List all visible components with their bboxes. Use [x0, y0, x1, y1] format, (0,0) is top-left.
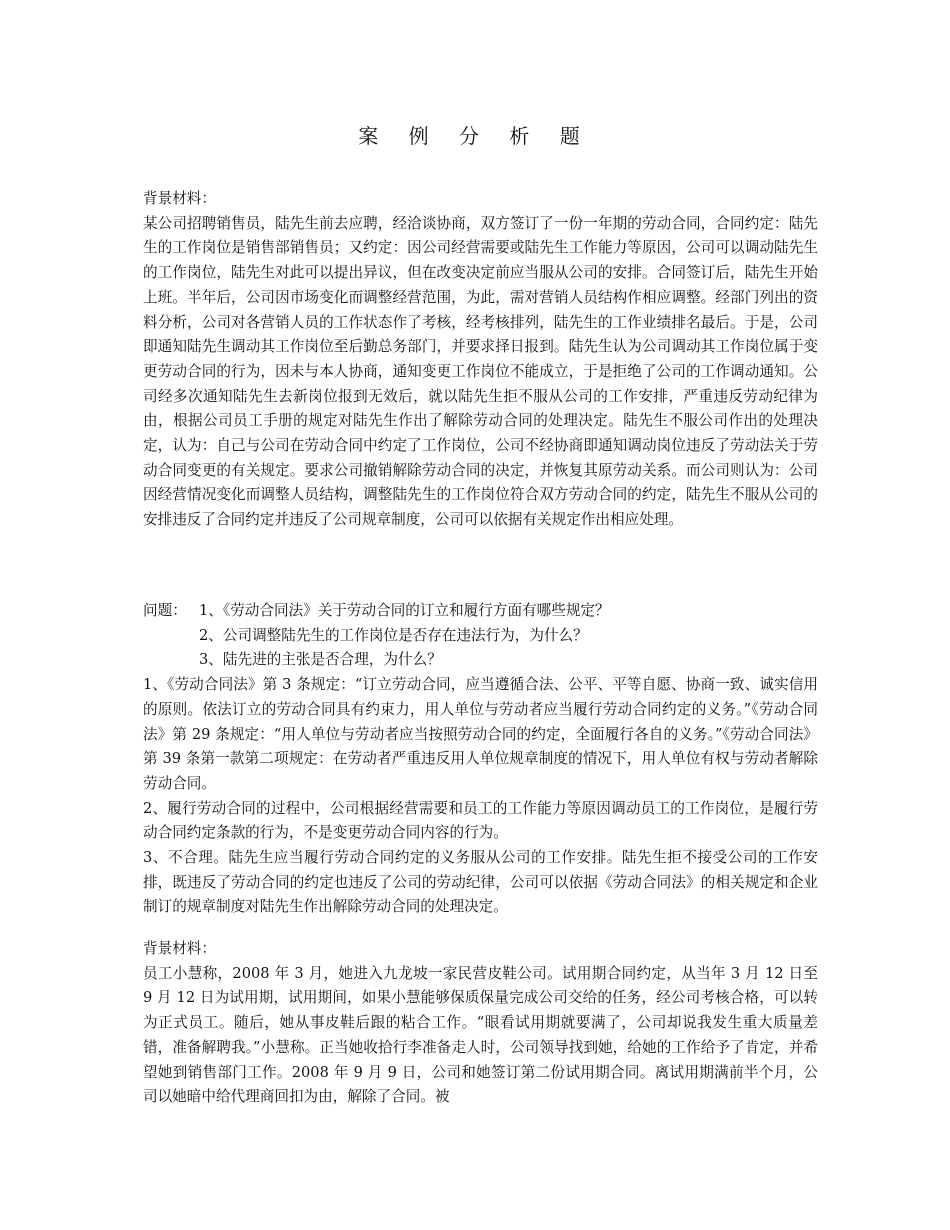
questions-section — [143, 599, 818, 920]
answer-1: 1、《劳动合同法》第 3 条规定：“订立劳动合同，应当遵循合法、公平、平等自愿、协商一致、诚实信用的原则。依法订立的劳动合同具有约束力，用人单位与劳动者应当履行劳动合同约定的义务。”《劳动合同法》第 29 条规定：“用人单位与劳动者应当按照劳动合同的约定，全面履行各自的义务。”《劳动合同法》第 39 条第一款第二项规定：在劳动者严重违反用人单位规章制度的情况下，用人单位有权与劳动者解除劳动合同。 — [143, 676, 818, 792]
question-1: 问题： 1、《劳动合同法》关于劳动合同的订立和履行方面有哪些规定？ — [143, 599, 818, 624]
question-3: 3、陆先进的主张是否合理，为什么？ — [199, 651, 442, 669]
page-title: 案 例 分 析 题 — [358, 124, 592, 148]
case1-label: 背景材料： — [143, 190, 216, 207]
questions-label: 问题： — [143, 602, 187, 619]
case2-section — [143, 937, 818, 1110]
answer-3: 3、不合理。陆先生应当履行劳动合同约定的义务服从公司的工作安排。陆先生拒不接受公司的工作安排，既违反了劳动合同的约定也违反了公司的劳动纪律，公司可以依据《劳动合同法》的相关规定和企业制订的规章制度对陆先生作出解除劳动合同的处理决定。 — [143, 849, 818, 916]
case2-label: 背景材料： — [143, 940, 216, 957]
answer-2: 2、履行劳动合同的过程中，公司根据经营需要和员工的工作能力等原因调动员工的工作岗位，是履行劳动合同约定条款的行为，不是变更劳动合同内容的行为。 — [143, 799, 818, 842]
case2-body: 员工小慧称，2008 年 3 月，她进入九龙坡一家民营皮鞋公司。试用期合同约定，从当年 3 月 12 日至 9 月 12 日为试用期，试用期间，如果小慧能够保质保量完成公司交给的任务，经公司考核合格，可以转为正式员工。随后，她从事皮鞋后跟的粘合工作。“眼看试用期就要满了，公司却说我发生重大质量差错，准备解聘我。”小慧称。正当她收拾行李准备走人时，公司领导找到她，给她的工作给予了肯定，并希望她到销售部门工作。2008 年 9 月 9 日，公司和她签订第二份试用期合同。离试用期满前半个月，公司以她暗中给代理商回扣为由，解除了合同。被 — [143, 964, 818, 1106]
case1-body: 某公司招聘销售员，陆先生前去应聘，经洽谈协商，双方签订了一份一年期的劳动合同，合同约定：陆先生的工作岗位是销售部销售员；又约定：因公司经营需要或陆先生工作能力等原因，公司可以调动陆先生的工作岗位，陆先生对此可以提出异议，但在改变决定前应当服从公司的安排。合同签订后，陆先生开始上班。半年后，公司因市场变化而调整经营范围，为此，需对营销人员结构作相应调整。经部门列出的资料分析，公司对各营销人员的工作状态作了考核，经考核排列，陆先生的工作业绩排名最后。于是，公司即通知陆先生调动其工作岗位至后勤总务部门，并要求择日报到。陆先生认为公司调动其工作岗位属于变更劳动合同的行为，因未与本人协商，通知变更工作岗位不能成立，于是拒绝了公司的工作调动通知。公司经多次通知陆先生去新岗位报到无效后，就以陆先生拒不服从公司的工作安排，严重违反劳动纪律为由，根据公司员工手册的规定对陆先生作出了解除劳动合同的处理决定。陆先生不服公司作出的处理决定，认为：自己与公司在劳动合同中约定了工作岗位，公司不经协商即通知调动岗位违反了劳动法关于劳动合同变更的有关规定。要求公司撤销解除劳动合同的决定，并恢复其原劳动关系。而公司则认为：公司因经营情况变化而调整人员结构，调整陆先生的工作岗位符合双方劳动合同的约定，陆先生不服从公司的安排违反了合同约定并违反了公司规章制度，公司可以依据有关规定作出相应处理。 — [143, 214, 818, 529]
question-2: 2、公司调整陆先生的工作岗位是否存在违法行为，为什么？ — [199, 626, 588, 644]
case1-section — [143, 187, 818, 533]
